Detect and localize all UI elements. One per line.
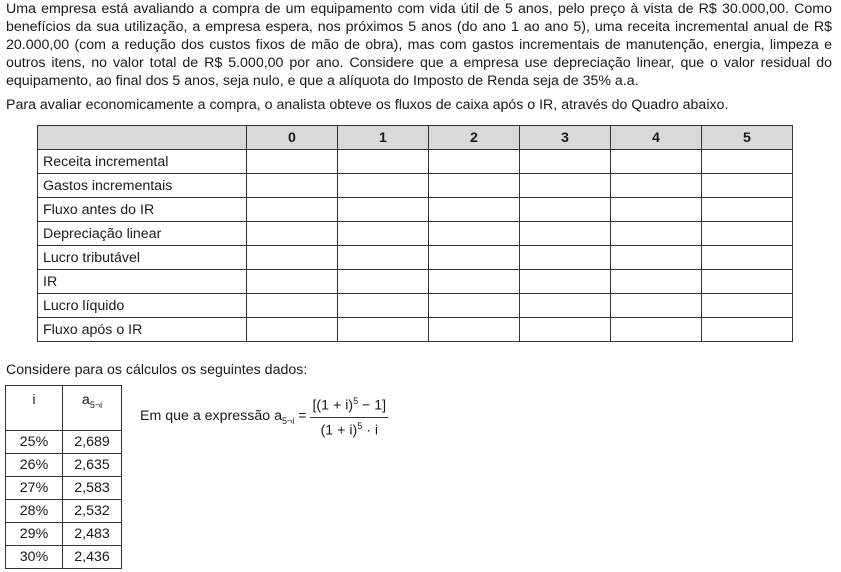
cashflow-cell [611, 150, 702, 174]
denominator-base: (1 + i) [320, 422, 358, 439]
cashflow-cell [520, 270, 611, 294]
formula-lead [140, 408, 306, 426]
cashflow-cell [247, 246, 338, 270]
problem-statement: Uma empresa está avaliando a compra de um equipamento com vida útil de 5 anos, pelo preço à vista de R$ 30.000,00. Como benefícios da sua utilização, a empresa espera, nos próximos 5 anos (do ano 1 ao ano 5), uma receita incremental anual de R$ 20.000,00 (com a redução dos custos fixos de mão de obra), mas com gastos incrementais de manutenção, energia, limpeza e outros itens, no valor total de R$ 5.000,00 por ano. Considere que a empresa use depreciação linear, que o valor residual do equipamento, ao final dos 5 anos, seja nulo, e que a alíquota do Imposto de Renda seja de 35% a.a. [6, 1, 832, 89]
cashflow-row [38, 198, 793, 222]
cashflow-cell [429, 270, 520, 294]
rate-row [6, 523, 122, 546]
cashflow-cell [338, 246, 429, 270]
year-header-2: 2 [429, 126, 520, 150]
cashflow-row-label: Gastos incrementais [38, 174, 247, 198]
cashflow-cell [611, 222, 702, 246]
factor-header [63, 386, 122, 431]
rate-value: 29% [6, 523, 63, 546]
cashflow-cell [611, 270, 702, 294]
formula-lead-subscript: 5¬i [281, 416, 295, 427]
cashflow-cell [702, 294, 793, 318]
factor-value: 2,635 [63, 454, 122, 477]
cashflow-cell [247, 174, 338, 198]
factor-value: 2,483 [63, 523, 122, 546]
cashflow-row [38, 318, 793, 342]
year-header-0: 0 [247, 126, 338, 150]
cashflow-cell [247, 318, 338, 342]
numerator-tail: − 1] [358, 397, 387, 414]
rate-value: 27% [6, 477, 63, 500]
cashflow-row-label: Fluxo antes do IR [38, 198, 247, 222]
data-intro: Considere para os cálculos os seguintes dados: [6, 362, 308, 378]
cashflow-cell [702, 246, 793, 270]
year-header-3: 3 [520, 126, 611, 150]
formula-equals: = [298, 408, 307, 425]
factor-header-symbol: a [81, 392, 90, 408]
cashflow-cell [338, 318, 429, 342]
cashflow-cell [702, 222, 793, 246]
cashflow-cell [520, 318, 611, 342]
rate-row [6, 546, 122, 569]
cashflow-cell [429, 198, 520, 222]
cashflow-cell [338, 150, 429, 174]
cashflow-row-label: IR [38, 270, 247, 294]
cashflow-row-label: Lucro líquido [38, 294, 247, 318]
factor-value: 2,532 [63, 500, 122, 523]
year-header-4: 4 [611, 126, 702, 150]
denominator-exponent: 5 [357, 420, 363, 431]
cashflow-cell [702, 174, 793, 198]
year-header-5: 5 [702, 126, 793, 150]
header-corner [38, 126, 247, 150]
cashflow-row [38, 174, 793, 198]
cashflow-cell [611, 174, 702, 198]
cashflow-cell [338, 222, 429, 246]
factor-header-subscript: 5¬i [89, 399, 103, 410]
cashflow-cell [429, 294, 520, 318]
denominator-tail: · i [362, 422, 379, 439]
cashflow-header-row [38, 126, 793, 150]
cashflow-row-label: Lucro tributável [38, 246, 247, 270]
cashflow-cell [520, 246, 611, 270]
cashflow-cell [611, 318, 702, 342]
rate-header: i [6, 386, 63, 431]
cashflow-cell [247, 198, 338, 222]
formula-denominator [319, 418, 380, 439]
cashflow-cell [429, 150, 520, 174]
cashflow-cell [338, 294, 429, 318]
rate-row [6, 454, 122, 477]
numerator-exponent: 5 [353, 396, 359, 406]
cashflow-cell [429, 222, 520, 246]
factor-value: 2,583 [63, 477, 122, 500]
formula-numerator [310, 396, 388, 418]
rates-header-row [6, 386, 122, 431]
cashflow-cell [702, 270, 793, 294]
cashflow-cell [520, 174, 611, 198]
cashflow-row [38, 294, 793, 318]
rate-value: 25% [6, 431, 63, 454]
cashflow-table [37, 125, 793, 342]
annuity-factor-table [5, 385, 122, 569]
cashflow-cell [702, 150, 793, 174]
cashflow-cell [702, 198, 793, 222]
cashflow-cell [611, 294, 702, 318]
annuity-formula [140, 396, 388, 438]
cashflow-row-label: Receita incremental [38, 150, 247, 174]
cashflow-cell [520, 198, 611, 222]
cashflow-cell [247, 294, 338, 318]
cashflow-row-label: Fluxo após o IR [38, 318, 247, 342]
cashflow-cell [702, 318, 793, 342]
cashflow-row [38, 150, 793, 174]
cashflow-cell [247, 270, 338, 294]
cashflow-row-label: Depreciação linear [38, 222, 247, 246]
cashflow-cell [611, 246, 702, 270]
factor-value: 2,689 [63, 431, 122, 454]
cashflow-cell [429, 246, 520, 270]
cashflow-cell [338, 174, 429, 198]
factor-value: 2,436 [63, 546, 122, 569]
rate-value: 30% [6, 546, 63, 569]
numerator-base: [(1 + i) [312, 397, 354, 414]
cashflow-cell [247, 150, 338, 174]
table-intro: Para avaliar economicamente a compra, o analista obteve os fluxos de caixa após o IR, através do Quadro abaixo. [6, 97, 729, 113]
cashflow-cell [520, 222, 611, 246]
cashflow-row [38, 246, 793, 270]
cashflow-cell [611, 198, 702, 222]
rate-value: 26% [6, 454, 63, 477]
rate-value: 28% [6, 500, 63, 523]
cashflow-row [38, 270, 793, 294]
rate-row [6, 431, 122, 454]
formula-lead-text: Em que a expressão a [140, 408, 282, 425]
cashflow-cell [429, 174, 520, 198]
cashflow-row [38, 222, 793, 246]
cashflow-cell [338, 198, 429, 222]
formula-fraction [310, 396, 388, 438]
cashflow-cell [247, 222, 338, 246]
year-header-1: 1 [338, 126, 429, 150]
rate-row [6, 500, 122, 523]
cashflow-cell [338, 270, 429, 294]
rate-row [6, 477, 122, 500]
cashflow-cell [520, 294, 611, 318]
cashflow-cell [520, 150, 611, 174]
cashflow-cell [429, 318, 520, 342]
